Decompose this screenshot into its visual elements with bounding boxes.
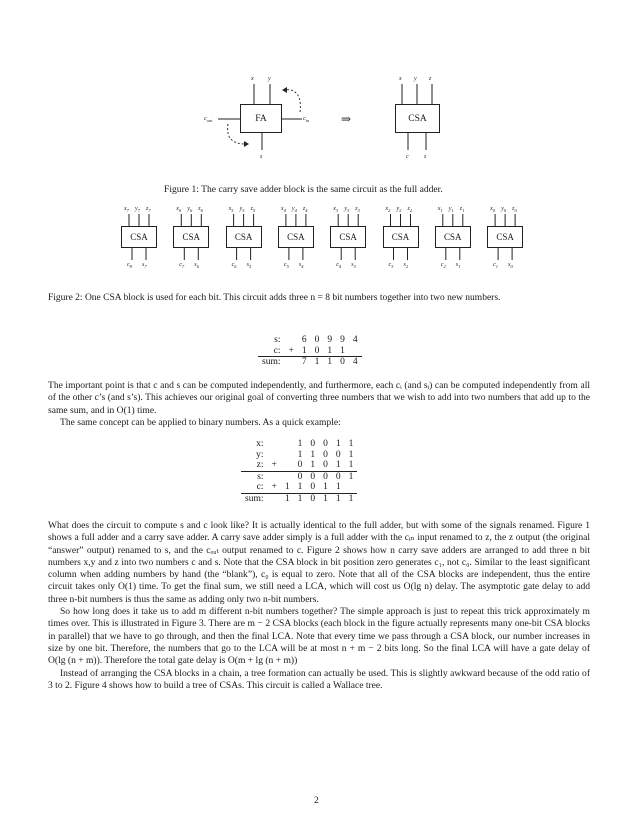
row-operator: + bbox=[271, 460, 277, 470]
table-row bbox=[258, 357, 362, 368]
row-label: y: bbox=[256, 449, 264, 460]
csa-bit-s-label: $s_0$ bbox=[508, 262, 513, 270]
csa-bit-c-label: $c_3$ bbox=[388, 262, 394, 270]
binary-sum-table bbox=[241, 439, 357, 504]
csa-bit-block: CSA bbox=[226, 226, 262, 248]
csa-c-label: c bbox=[406, 154, 409, 160]
paragraph-3: What does the circuit to compute s and c look like? It is actually identical to the full adder, but with some of the signals renamed. Figure 1 shows a full adder and a carry save adder. A carry save adder simply is a full adder with the cᵢₙ input renamed to z, the z output (the original “answer” output) renamed to s, and the cₒᵤₜ output renamed to c. Figure 2 shows how n carry save adders are arranged to add three n bit numbers x,y and z into two numbers c and s. Note that the CSA block in bit position zero generates c₁, not c₀. Similar to the least significant column when adding numbers by hand (the “blank”), c₀ is equal to zero. Note that all of the CSA blocks are independent, thus the entire circuit takes only O(1) time. To get the final sum, we still need a LCA, which will cost us O(lg n) delay. The asymptotic gate delay to add three n-bit numbers is thus the same as adding only two n-bit numbers. bbox=[48, 520, 590, 605]
csa-bit-z-label: $z_1$ bbox=[459, 206, 465, 214]
digit-cell: 1 bbox=[323, 357, 336, 368]
digit-cell: 1 bbox=[297, 439, 303, 449]
digit-cell: 0 bbox=[294, 471, 307, 482]
row-label: s: bbox=[274, 335, 281, 345]
csa-bit-c-label: $c_1$ bbox=[493, 262, 499, 270]
csa-bit-x-label: $x_5$ bbox=[228, 206, 234, 214]
row-label: sum: bbox=[241, 493, 267, 504]
digit-cell: 1 bbox=[319, 493, 332, 504]
csa-bit-s-label: $s_1$ bbox=[455, 262, 461, 270]
csa-bit-y-label: $y_2$ bbox=[396, 206, 402, 214]
fa-cout-label: $c_{out}$ bbox=[204, 116, 213, 124]
table-row bbox=[241, 482, 357, 493]
table-row bbox=[258, 335, 362, 346]
csa-bit-x-label: $x_6$ bbox=[176, 206, 182, 214]
digit-cell: 1 bbox=[310, 449, 316, 460]
csa-bit-y-label: $y_4$ bbox=[291, 206, 297, 214]
row-label: x: bbox=[256, 439, 264, 449]
csa-z-label: z bbox=[429, 76, 432, 82]
row-operator bbox=[267, 439, 280, 450]
digit-cell: 0 bbox=[335, 449, 341, 460]
csa-bit-block: CSA bbox=[383, 226, 419, 248]
row-operator: + bbox=[288, 345, 294, 356]
fa-s-label: s bbox=[260, 154, 263, 160]
fa-x-label: x bbox=[251, 76, 254, 82]
digit-cell: 0 bbox=[323, 460, 328, 470]
csa-bit-s-label: $s_4$ bbox=[298, 262, 304, 270]
csa-bit-block: CSA bbox=[330, 226, 366, 248]
table-row bbox=[241, 450, 357, 461]
digit-cell: 1 bbox=[348, 449, 354, 460]
csa-bit-z-label: $z_0$ bbox=[512, 206, 517, 214]
implies-arrow: ⇒ bbox=[341, 112, 352, 126]
row-label: c: bbox=[256, 482, 264, 492]
digit-cell: 0 bbox=[310, 482, 316, 492]
csa-bit-z-label: $z_5$ bbox=[250, 206, 256, 214]
digit-cell: 9 bbox=[327, 335, 333, 345]
paragraph-5: Instead of arranging the CSA blocks in a chain, a tree formation can actually be used. This is slightly awkward because of the odd ratio of 3 to 2. Figure 4 shows how to build a tree of CSAs. This circuit is called a Wallace tree. bbox=[48, 667, 590, 691]
csa-bit-s-label: $s_6$ bbox=[194, 262, 199, 270]
csa-bit-block: CSA bbox=[487, 226, 523, 248]
digit-cell: 0 bbox=[319, 471, 332, 482]
digit-cell: 1 bbox=[301, 345, 307, 356]
row-operator bbox=[284, 335, 297, 346]
fa-cin-label: $c_{in}$ bbox=[303, 116, 310, 124]
row-operator bbox=[284, 357, 297, 368]
digit-cell: 4 bbox=[352, 335, 358, 345]
digit-cell: 1 bbox=[345, 471, 358, 482]
row-label: sum: bbox=[258, 357, 284, 368]
digit-cell bbox=[345, 482, 358, 493]
digit-cell: 0 bbox=[306, 493, 319, 504]
csa-bit-c-label: $c_4$ bbox=[336, 262, 342, 270]
csa-bit-x-label: $x_3$ bbox=[333, 206, 339, 214]
table-row bbox=[241, 460, 357, 471]
csa-bit-z-label: $z_2$ bbox=[407, 206, 413, 214]
csa-bit-block: CSA bbox=[278, 226, 314, 248]
csa-bit-x-label: $x_7$ bbox=[124, 206, 129, 214]
digit-cell: 1 bbox=[332, 493, 345, 504]
digit-cell: 0 bbox=[310, 439, 316, 449]
csa-bit-z-label: $z_7$ bbox=[146, 206, 151, 214]
digit-cell: 0 bbox=[323, 449, 328, 460]
digit-cell: 1 bbox=[335, 482, 341, 492]
table-row bbox=[241, 439, 357, 450]
digit-cell: 7 bbox=[298, 357, 311, 368]
csa-bit-x-label: $x_4$ bbox=[280, 206, 286, 214]
digit-cell bbox=[349, 346, 362, 357]
csa-y-label: y bbox=[414, 76, 417, 82]
csa-bit-z-label: $z_3$ bbox=[355, 206, 360, 214]
digit-cell bbox=[281, 439, 294, 450]
row-operator bbox=[267, 471, 280, 482]
csa-bit-s-label: $s_2$ bbox=[403, 262, 409, 270]
csa-bit-s-label: $s_3$ bbox=[351, 262, 356, 270]
csa-bit-block: CSA bbox=[173, 226, 209, 248]
row-operator bbox=[267, 450, 280, 461]
csa-bit-c-label: $c_2$ bbox=[440, 262, 446, 270]
digit-cell: 1 bbox=[335, 439, 341, 449]
digit-cell: 1 bbox=[323, 482, 328, 492]
digit-cell: 1 bbox=[345, 493, 358, 504]
csa-bit-y-label: $y_7$ bbox=[135, 206, 140, 214]
decimal-sum-table bbox=[258, 335, 362, 368]
digit-cell bbox=[281, 460, 294, 471]
digit-cell: 1 bbox=[348, 460, 354, 470]
csa-bit-c-label: $c_8$ bbox=[127, 262, 132, 270]
digit-cell bbox=[281, 471, 294, 482]
digit-cell: 1 bbox=[297, 482, 303, 492]
csa-bit-c-label: $c_6$ bbox=[231, 262, 237, 270]
csa-bit-x-label: $x_1$ bbox=[437, 206, 443, 214]
csa-x-label: x bbox=[399, 76, 402, 82]
csa-bit-y-label: $y_0$ bbox=[501, 206, 507, 214]
csa-bit-z-label: $z_4$ bbox=[302, 206, 308, 214]
csa-bit-block: CSA bbox=[121, 226, 157, 248]
row-label: s: bbox=[241, 471, 267, 482]
digit-cell: 9 bbox=[340, 335, 345, 345]
figure-1-caption: Figure 1: The carry save adder block is the same circuit as the full adder. bbox=[164, 184, 443, 195]
paragraph-3-block bbox=[48, 520, 590, 692]
page-number: 2 bbox=[314, 796, 319, 806]
digit-cell: 0 bbox=[336, 357, 349, 368]
csa-bit-s-label: $s_5$ bbox=[246, 262, 252, 270]
digit-cell: 0 bbox=[332, 471, 345, 482]
csa-bit-z-label: $z_6$ bbox=[198, 206, 203, 214]
row-operator bbox=[267, 493, 280, 504]
digit-cell: 1 bbox=[294, 493, 307, 504]
digit-cell: 1 bbox=[297, 449, 303, 460]
digit-cell: 4 bbox=[349, 357, 362, 368]
paragraph-4: So how long does it take us to add m different n-bit numbers together? The simple approach is just to repeat this trick approximately m times over. This is illustrated in Figure 3. There are m − 2 CSA blocks (each block in the figure actually represents many one-bit CSA blocks in parallel) that we have to go through, and then the final LCA. Note that every time we pass through a CSA block, our number increases in size by one bit. Therefore, the numbers that go to the LCA will be at most n + m − 2 bits long. So the final LCA will have a gate delay of O(lg (n + m)). Therefore the total gate delay is O(m + lg (n + m)) bbox=[48, 606, 590, 667]
csa-bit-y-label: $y_6$ bbox=[187, 206, 193, 214]
paragraph-1: The important point is that c and s can be computed independently, and furthermore, each cᵢ (and sᵢ) can be computed independently from all of the other c’s (and s’s). This achieves our original goal of converting three numbers that we wish to add into two numbers that add up to the same sum, and in O(1) time. The same concept can be applied to binary numbers. As a quick example: bbox=[48, 380, 590, 428]
digit-cell: 6 bbox=[301, 335, 307, 345]
csa-bit-y-label: $y_1$ bbox=[448, 206, 454, 214]
table-row bbox=[258, 346, 362, 357]
row-label: z: bbox=[256, 460, 264, 470]
csa-bit-x-label: $x_0$ bbox=[490, 206, 496, 214]
digit-cell: 1 bbox=[327, 345, 333, 356]
digit-cell: 0 bbox=[314, 345, 320, 356]
digit-cell: 0 bbox=[306, 471, 319, 482]
csa-bit-s-label: $s_7$ bbox=[142, 262, 147, 270]
digit-cell: 1 bbox=[335, 460, 341, 470]
digit-cell: 1 bbox=[340, 345, 345, 356]
digit-cell: 1 bbox=[284, 482, 290, 492]
fa-y-label: y bbox=[268, 76, 271, 82]
row-label: c: bbox=[273, 345, 281, 356]
csa-bit-block: CSA bbox=[435, 226, 471, 248]
digit-cell: 0 bbox=[297, 460, 303, 470]
figure-2-caption: Figure 2: One CSA block is used for each bit. This circuit adds three n = 8 bit numbers together into two new numbers. bbox=[48, 293, 501, 303]
digit-cell: 1 bbox=[310, 460, 316, 470]
digit-cell: 1 bbox=[311, 357, 324, 368]
csa-bit-y-label: $y_5$ bbox=[239, 206, 245, 214]
table-row bbox=[241, 471, 357, 482]
row-operator: + bbox=[271, 482, 277, 492]
csa-bit-y-label: $y_3$ bbox=[344, 206, 350, 214]
csa-bit-c-label: $c_7$ bbox=[179, 262, 185, 270]
csa-s-label: s bbox=[424, 154, 427, 160]
fa-block: FA bbox=[240, 104, 282, 133]
digit-cell: 0 bbox=[314, 335, 320, 345]
csa-bit-c-label: $c_5$ bbox=[283, 262, 289, 270]
digit-cell bbox=[281, 450, 294, 461]
figure-2-wires bbox=[0, 0, 638, 290]
table-row bbox=[241, 493, 357, 504]
digit-cell: 0 bbox=[323, 439, 328, 449]
paragraph-2: The same concept can be applied to binary numbers. As a quick example: bbox=[60, 416, 341, 428]
csa-bit-x-label: $x_2$ bbox=[385, 206, 391, 214]
csa-block: CSA bbox=[395, 104, 440, 133]
digit-cell: 1 bbox=[281, 493, 294, 504]
digit-cell: 1 bbox=[348, 439, 354, 449]
